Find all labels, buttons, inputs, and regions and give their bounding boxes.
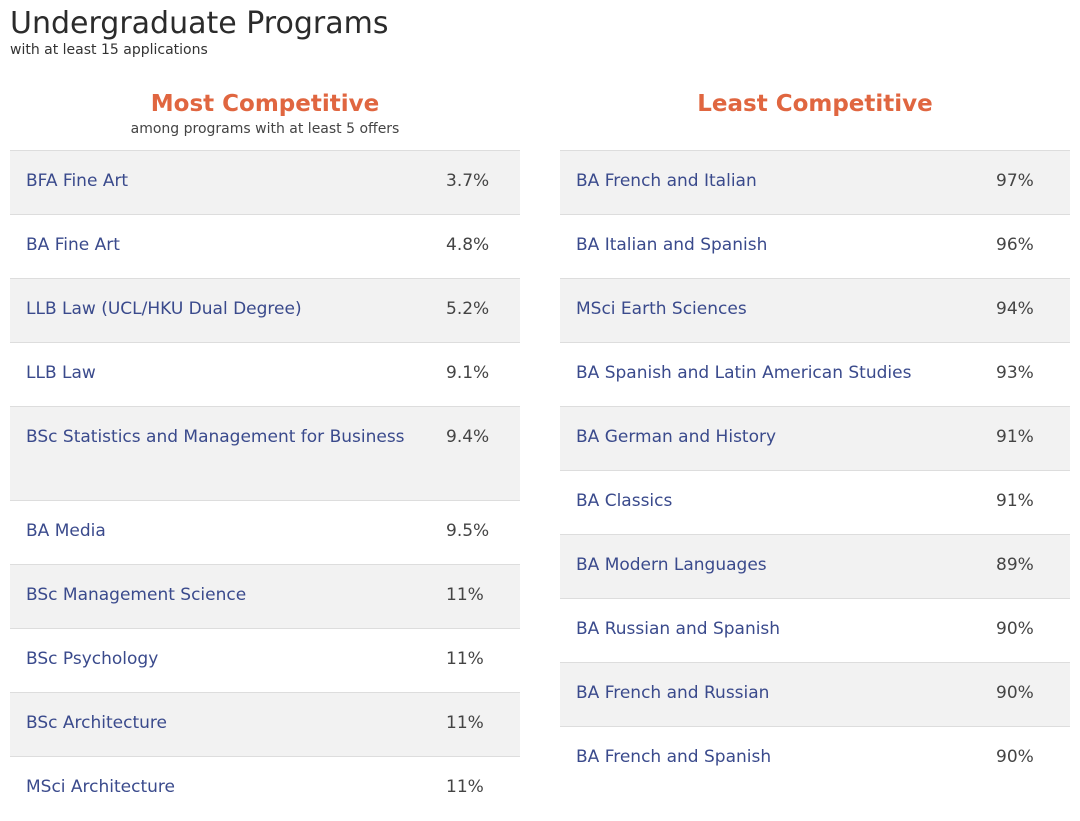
table-row[interactable] [10,501,520,565]
offer-rate: 90% [996,747,1034,767]
program-name[interactable]: BFA Fine Art [26,171,129,191]
offer-rate: 4.8% [446,235,490,255]
program-name[interactable]: BA Modern Languages [576,555,767,575]
offer-rate: 11% [446,713,484,733]
most-competitive-title: Most Competitive [150,91,380,117]
program-name[interactable]: BA Fine Art [26,235,120,255]
program-name[interactable]: BA German and History [576,427,777,447]
offer-rate: 9.5% [446,521,490,541]
program-name[interactable]: BA Classics [576,491,673,511]
table-row[interactable] [560,599,1070,663]
offer-rate: 93% [996,363,1034,383]
offer-rate: 91% [996,491,1034,511]
table-row[interactable] [10,215,520,279]
offer-rate: 9.1% [446,363,490,383]
program-name[interactable]: BSc Psychology [26,649,159,669]
offer-rate: 5.2% [446,299,490,319]
table-row[interactable] [560,535,1070,599]
table-row[interactable] [10,407,520,501]
table-row[interactable] [10,151,520,215]
program-name[interactable]: BA Italian and Spanish [576,235,768,255]
program-name[interactable]: BSc Architecture [26,713,167,733]
table-row[interactable] [560,151,1070,215]
program-name[interactable]: BSc Statistics and Management for Business [26,427,405,447]
offer-rate: 91% [996,427,1034,447]
table-row[interactable] [560,215,1070,279]
least-competitive-header [560,88,1070,150]
offer-rate: 90% [996,683,1034,703]
offer-rate: 97% [996,171,1034,191]
table-row[interactable] [560,279,1070,343]
table-row[interactable] [560,727,1070,791]
table-row[interactable] [560,407,1070,471]
program-name[interactable]: MSci Earth Sciences [576,299,747,319]
least-competitive-title: Least Competitive [697,91,933,117]
most-competitive-subtitle: among programs with at least 5 offers [130,121,400,137]
program-name[interactable]: BA French and Spanish [576,747,772,767]
offer-rate: 3.7% [446,171,490,191]
program-name[interactable]: BA Russian and Spanish [576,619,781,639]
program-name[interactable]: BSc Management Science [26,585,247,605]
least-competitive-column [560,88,1070,791]
program-name[interactable]: BA Media [26,521,106,541]
offer-rate: 94% [996,299,1034,319]
program-name[interactable]: BA French and Russian [576,683,770,703]
table-row[interactable] [10,693,520,757]
program-name[interactable]: MSci Architecture [26,777,176,797]
table-row[interactable] [560,663,1070,727]
program-name[interactable]: BA French and Italian [576,171,757,191]
table-row[interactable] [10,343,520,407]
least-competitive-table [560,150,1070,791]
offer-rate: 96% [996,235,1034,255]
offer-rate: 89% [996,555,1034,575]
most-competitive-header [10,88,520,150]
table-row[interactable] [10,565,520,629]
offer-rate: 90% [996,619,1034,639]
table-row[interactable] [560,343,1070,407]
offer-rate: 11% [446,585,484,605]
table-row[interactable] [560,471,1070,535]
program-name[interactable]: LLB Law (UCL/HKU Dual Degree) [26,299,302,319]
table-row[interactable] [10,279,520,343]
table-row[interactable] [10,629,520,693]
offer-rate: 11% [446,777,484,797]
offer-rate: 9.4% [446,427,490,447]
offer-rate: 11% [446,649,484,669]
program-name[interactable]: BA Spanish and Latin American Studies [576,363,912,383]
most-competitive-column [10,88,520,821]
program-name[interactable]: LLB Law [26,363,96,383]
page-title: Undergraduate Programs [10,6,389,41]
most-competitive-table [10,150,520,821]
table-row[interactable] [10,757,520,821]
page-subtitle: with at least 15 applications [10,42,208,58]
page-header [10,6,388,58]
